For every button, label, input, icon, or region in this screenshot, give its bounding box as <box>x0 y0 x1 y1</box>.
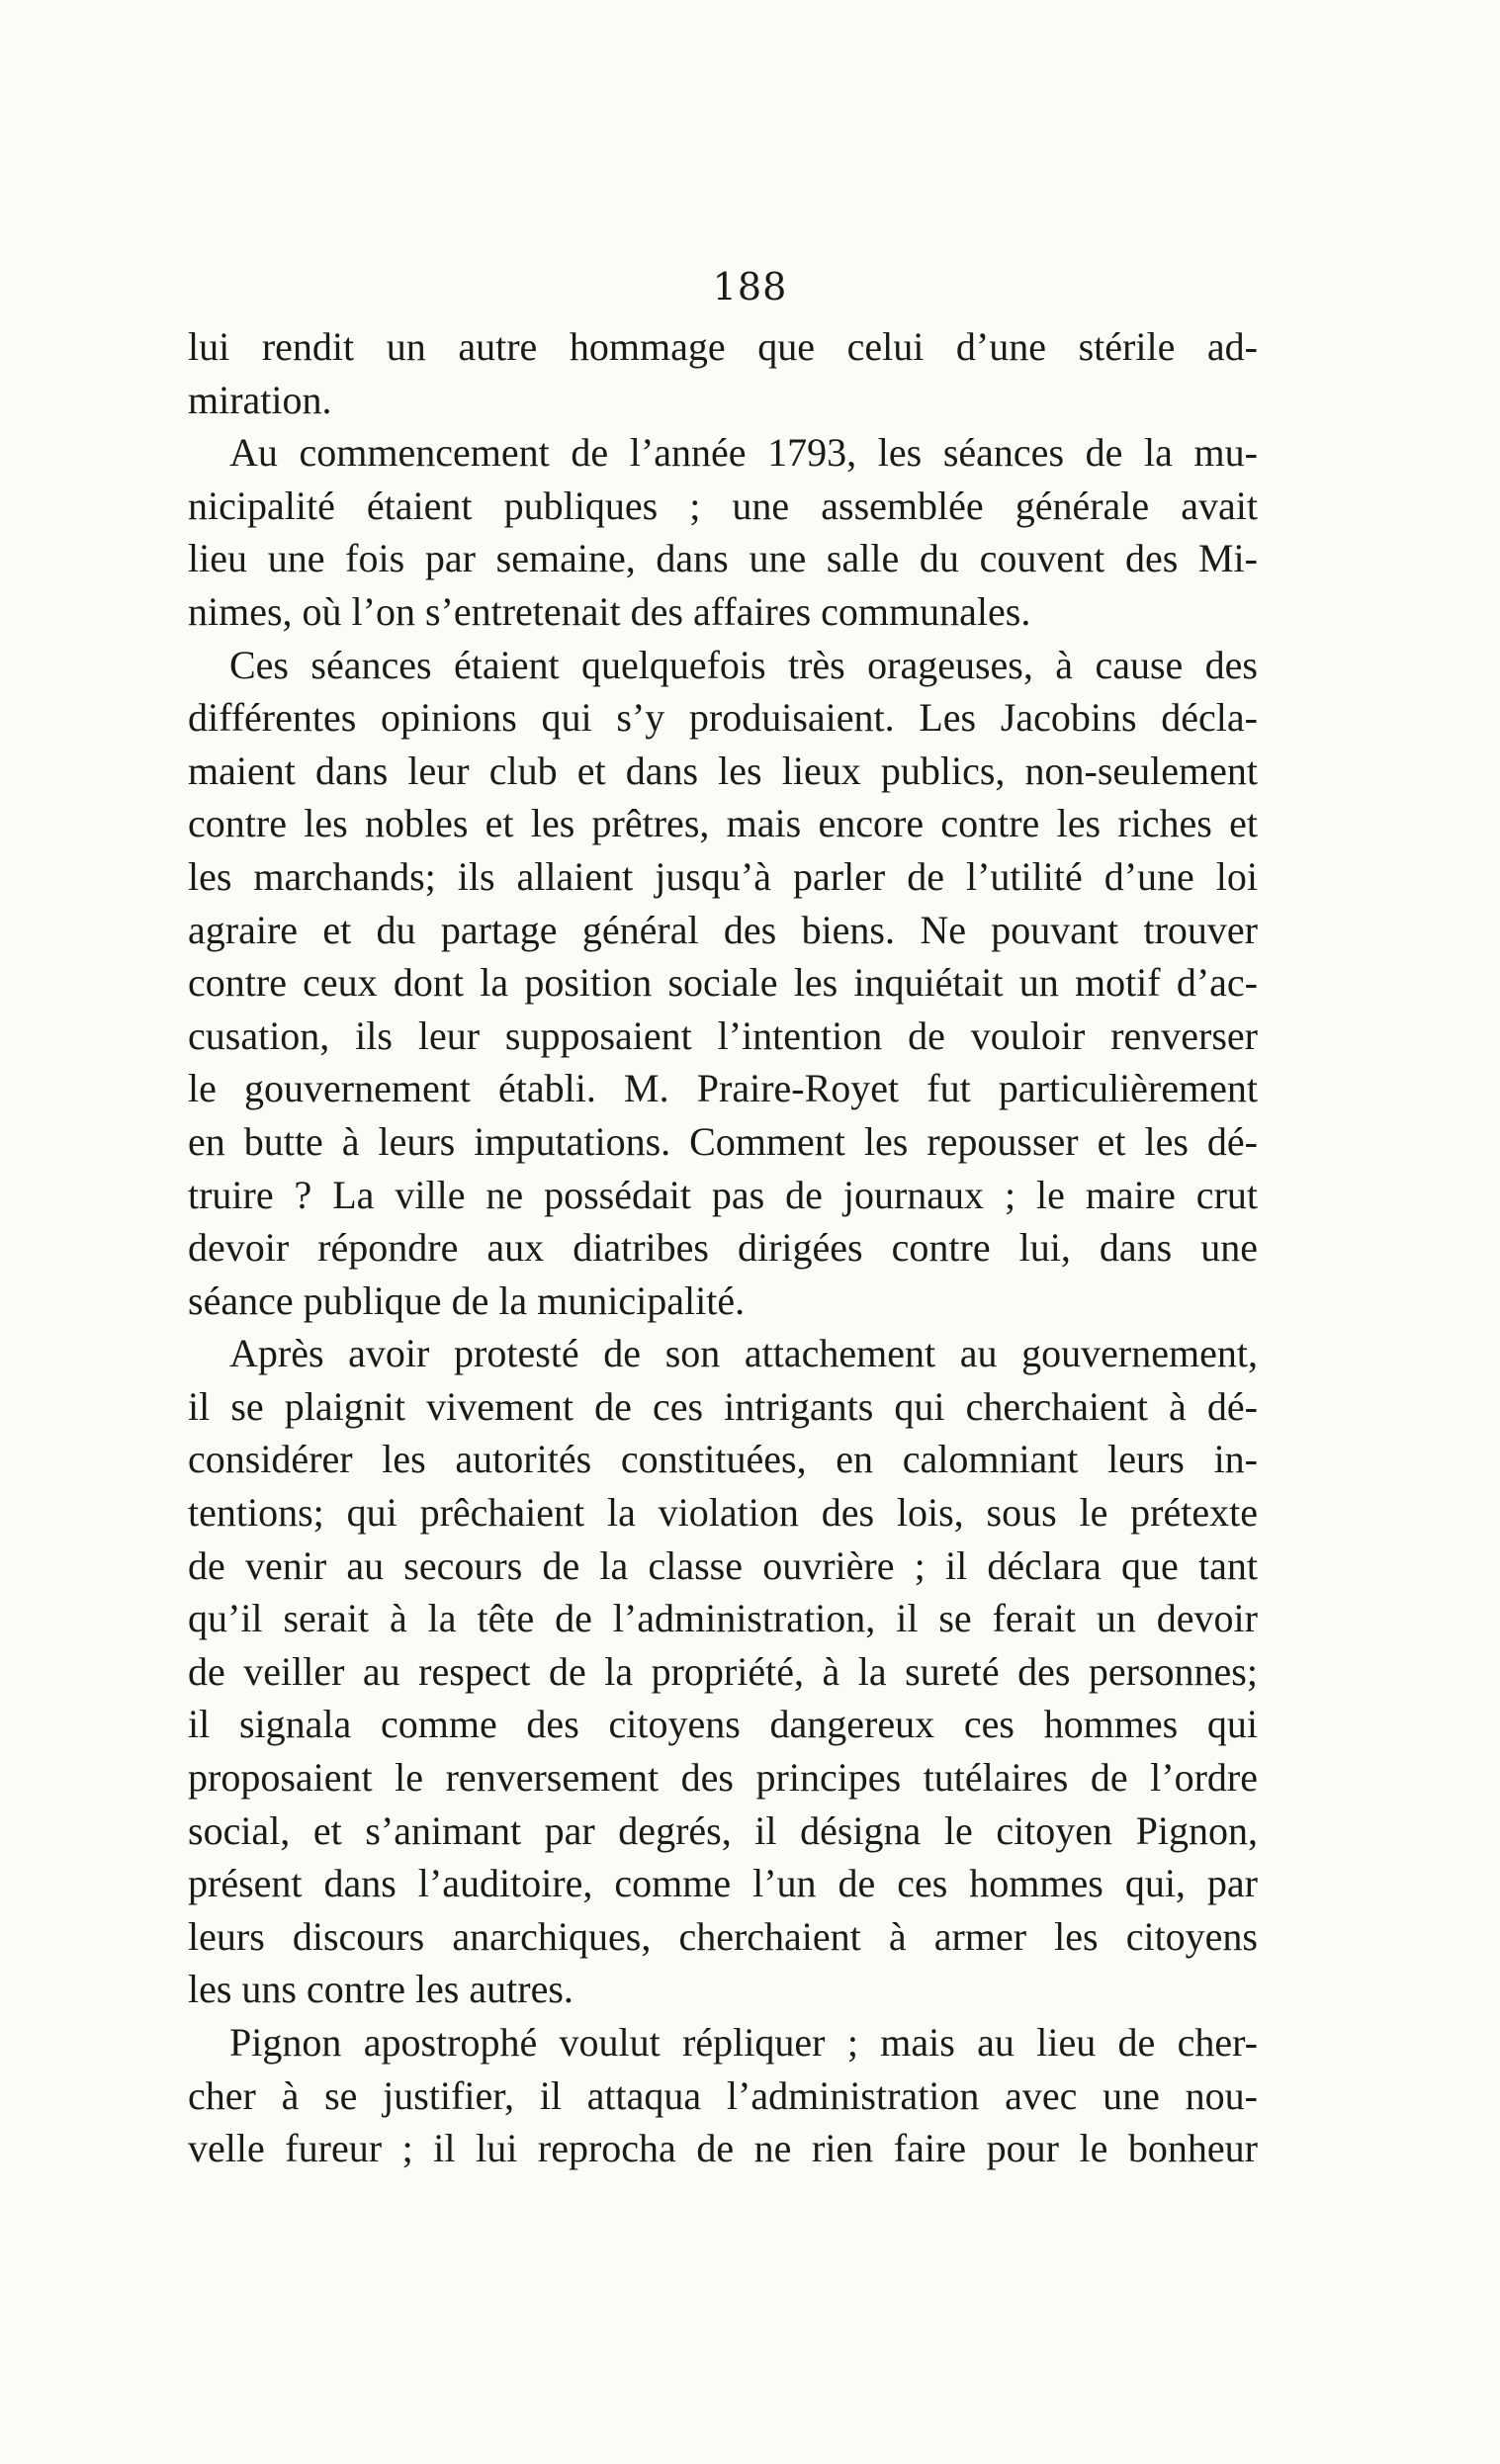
text-line: de venir au secours de la classe ouvrière ; il déclara que tant <box>188 1542 1258 1588</box>
text-line: truire ? La ville ne possédait pas de journaux ; le maire crut <box>188 1172 1258 1217</box>
text-line: les uns contre les autres. <box>188 1967 574 2012</box>
text-line: nicipalité étaient publiques ; une assemblée générale avait <box>188 483 1258 528</box>
text-line: nimes, où l’on s’entretenait des affaires communales. <box>188 588 1031 634</box>
paragraph <box>188 1327 1258 2016</box>
text-line: velle fureur ; il lui reprocha de ne rien faire pour le bonheur <box>188 2126 1258 2171</box>
text-line: cusation, ils leur supposaient l’intention de vouloir renverser <box>188 1012 1258 1058</box>
text-line: considérer les autorités constituées, en calomniant leurs in- <box>188 1437 1258 1482</box>
text-line: proposaient le renversement des principes tutélaires de l’ordre <box>188 1755 1258 1801</box>
text-line: en butte à leurs imputations. Comment les repousser et les dé- <box>188 1118 1258 1164</box>
text-line: contre les nobles et les prêtres, mais encore contre les riches et <box>188 801 1258 846</box>
text-line: il signala comme des citoyens dangereux ces hommes qui <box>188 1702 1258 1747</box>
paragraph <box>188 320 1258 426</box>
text-line: Pignon apostrophé voulut répliquer ; mais au lieu de cher- <box>229 2020 1258 2065</box>
text-line: lieu une fois par semaine, dans une salle du couvent des Mi- <box>188 536 1258 581</box>
text-line: social, et s’animant par degrés, il désigna le citoyen Pignon, <box>188 1807 1258 1853</box>
text-line: miration. <box>188 377 332 422</box>
text-line: les marchands; ils allaient jusqu’à parler de l’utilité d’une loi <box>188 853 1258 899</box>
text-line: différentes opinions qui s’y produisaient. Les Jacobins décla- <box>188 695 1258 741</box>
paragraph <box>188 426 1258 638</box>
text-line: Après avoir protesté de son attachement au gouvernement, <box>229 1331 1258 1376</box>
page-number: 188 <box>712 265 788 308</box>
text-line: devoir répondre aux diatribes dirigées contre lui, dans une <box>188 1225 1258 1271</box>
text-line: lui rendit un autre hommage que celui d’une stérile ad- <box>188 324 1258 369</box>
text-line: agraire et du partage général des biens. Ne pouvant trouver <box>188 907 1258 952</box>
text-line: présent dans l’auditoire, comme l’un de ces hommes qui, par <box>188 1861 1258 1906</box>
text-line: de veiller au respect de la propriété, à la sureté des personnes; <box>188 1648 1258 1694</box>
text-line: Ces séances étaient quelquefois très orageuses, à cause des <box>229 642 1258 687</box>
text-line: le gouvernement établi. M. Praire-Royet fut particulièrement <box>188 1066 1258 1111</box>
text-line: leurs discours anarchiques, cherchaient à armer les citoyens <box>188 1913 1258 1959</box>
paragraph <box>188 2016 1258 2175</box>
text-line: maient dans leur club et dans les lieux publics, non-seulement <box>188 748 1258 793</box>
text-line: tentions; qui prêchaient la violation des lois, sous le prétexte <box>188 1490 1258 1536</box>
paragraph <box>188 639 1258 1328</box>
text-line: contre ceux dont la position sociale les inquiétait un motif d’ac- <box>188 960 1258 1006</box>
text-line: séance publique de la municipalité. <box>188 1277 746 1323</box>
body-text <box>188 320 1258 2175</box>
text-line: Au commencement de l’année 1793, les séances de la mu- <box>229 430 1258 476</box>
text-line: cher à se justifier, il attaqua l’administration avec une nou- <box>188 2072 1258 2118</box>
text-line: il se plaignit vivement de ces intrigants qui cherchaient à dé- <box>188 1383 1258 1429</box>
text-line: qu’il serait à la tête de l’administration, il se ferait un devoir <box>188 1596 1258 1641</box>
